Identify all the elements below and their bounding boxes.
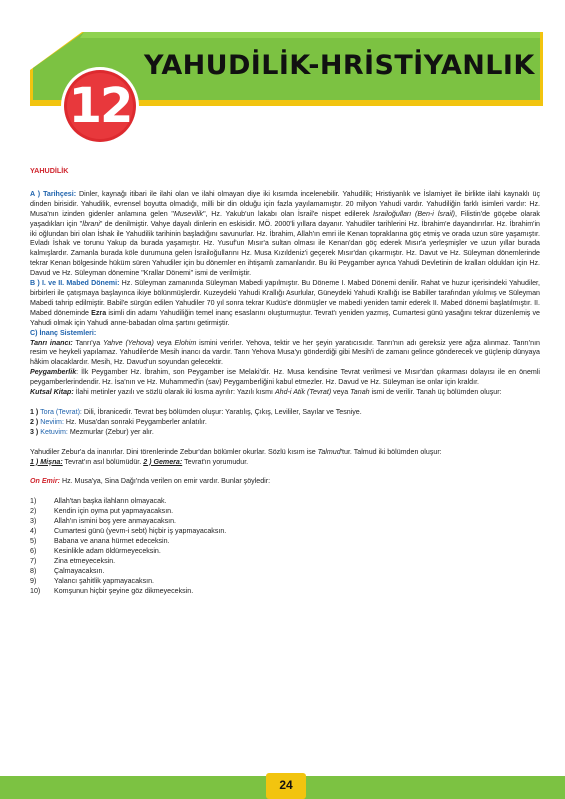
mishna-text: Tevrat'ın asıl bölümüdür. — [62, 457, 144, 466]
list-item — [30, 547, 540, 557]
list-item-text: Mezmurlar (Zebur) yer alır. — [67, 427, 154, 436]
israilogullari-term: İsrailoğulları (Ben-i İsrail) — [373, 209, 455, 218]
kutsal-kitap-text-2: veya — [331, 388, 351, 397]
ibrani-term: İbrani — [82, 219, 100, 228]
list-item — [30, 517, 540, 527]
tarihce-text-3: , Filistin'de göçebe olarak yaşadıkları için " — [30, 209, 540, 228]
on-emir-paragraph — [30, 477, 540, 487]
peygamberlik-label: Peygamberlik — [30, 368, 77, 377]
list-item-text: Zina etmeyeceksin. — [54, 556, 116, 565]
tanri-text-2: veya — [153, 338, 175, 347]
list-item-text: Kendin için oyma put yapmayacaksın. — [54, 507, 174, 516]
list-item — [30, 527, 540, 537]
elohim-term: Elohim — [174, 338, 197, 347]
list-item-number: 1) — [30, 497, 37, 506]
inanc-heading: C) İnanç Sistemleri: — [30, 328, 97, 337]
on-emir-label: On Emir: — [30, 477, 60, 486]
list-item-text: Komşunun hiçbir şeyine göz dikmeyeceksin. — [54, 586, 194, 595]
talmud-text-1: Yahudiler Zebur'a da inanırlar. Dini törenlerinde Zebur'dan bölümler okurlar. Sözlü kısım ise — [30, 447, 318, 456]
list-item — [30, 418, 540, 428]
tarihce-text-4: " de denilmiştir. Vahye dayalı dinlerin en eskisidir. MÖ. 2000'li yıllara dayanır. Yahudiler tarihlerini Hz. İbrahim'e dayandırırlar. Hz. İbrahim'in iki oğlundan biri olan İshak ile Yahudilik tarihinin başladığını savunurlar. Hz. İbrahim, Allah'ın emri ile Kenan topraklarına göç etmiş ve orada uzun süre yaşamıştır. Evladı İshak ve torunu Yakup da burada yaşamıştır. Hz. Yusuf'un Mısır'a sultan olması ile Kenan'dan göç ederek Mısır'a yerleşmişler ve uzun yıllar burada kalmışlardır. Zamanla burada köle durumuna gelen İsrailoğullarını Hz. Musa Kızıldeniz'i geçerek Mısır'dan çıkarmıştır. Hz. Davut ve Hz. Süleyman dönemlerinde tekrar Kenan bölgesinde hüküm süren Yahudiler için bu dönemler en ihtişamlı zamanlarıdır. Bu iki Peygamber ayrıca Yahudi Devletinin de kralları oldukları için Hz. Davud ve Hz. Süleyman dönemine "Krallar Dönemi" ismi de verilmiştir. — [30, 219, 540, 278]
tarihce-heading: A ) Tarihçesi: — [30, 189, 77, 198]
list-item-number: 10) — [30, 586, 41, 595]
tanri-text-3: ismini verirler. Yehova, tektir ve her şeyin yaratıcısıdır. Tanrı'nın adı gereksiz yere ağza alınmaz. Tanrı'nın resim ve heykeli yapılamaz. Yahudiler'de Mesih inancı da vardır. Tanrı Yehova Musa'yı gönderdiği gibi Mesih'i de zamanı gelince gönderecek ve güçlenip dünyaya hâkim olacaklardır. Mesih, Hz. Davud'un soyundan gelecektir. — [30, 338, 540, 367]
tarihce-paragraph — [30, 190, 540, 279]
list-item-number: 7) — [30, 556, 37, 565]
list-item-number: 9) — [30, 576, 37, 585]
tanah-parts-list — [30, 408, 540, 438]
tanah-term: Tanah — [350, 388, 370, 397]
list-item — [30, 428, 540, 438]
list-item-text: Kesinlikle adam öldürmeyeceksin. — [54, 546, 161, 555]
list-item-text: Babana ve anana hürmet edeceksin. — [54, 537, 170, 545]
mabed-text-1: Hz. Süleyman zamanında Süleyman Mabedi yapılmıştır. Bu Döneme I. Mabed Dönemi denilir. Rahat ve huzur içerisindeki Yahudiler, birbirleri ile çatışmaya başlayınca ikiye bölünmüşlerdir. Kuzeydeki Yahudi Krallığı Asurlular, Güneydeki Yahudi Krallığı ise Babiller tarafından yıkılmış ve Süleyman Mabedi tahrip edilmiştir. Babil'e sürgün edilen Yahudiler 70 yıl sonra tekrar Kudüs'e dönmüşler ve mabedi yeniden tamir ederek II. Mabed dönemi başlatılmıştır. II. Mabed döneminde — [30, 279, 540, 317]
ezra-term: Ezra — [91, 308, 107, 317]
list-item-number: 3 ) — [30, 427, 39, 436]
list-item — [30, 567, 540, 577]
list-item-text: Allah'tan başka ilahların olmayacak. — [54, 497, 167, 506]
list-item — [30, 557, 540, 567]
list-item-number: 4) — [30, 527, 37, 536]
inanc-heading-line — [30, 329, 540, 339]
kutsal-kitap-paragraph — [30, 388, 540, 398]
tarihce-text-1: Dinler, kaynağı itibari ile ilahi olan ve ilahi olmayan diye iki kısımda incelenebilir. Yahudilik; Hristiyanlık ve İslamiyet ile birlikte ilahi kaynaklı üç dinden birisidir. Yahudilik, evrensel boyutta olmadığı, milli bir din olduğu için fazla yayılamamıştır. 20 milyon Yahudi vardır. Yahudiliğin farklı isimleri vardır: Hz. Musa'nın izinden gidenler anlamına gelen " — [30, 189, 540, 218]
page-number: 24 — [279, 778, 293, 792]
section-label: YAHUDİLİK — [30, 166, 69, 175]
ketuvim-term: Ketuvim: — [40, 427, 68, 436]
tanri-text-1: Tanrı'ya — [72, 338, 103, 347]
list-item — [30, 497, 540, 507]
list-item — [30, 408, 540, 418]
talmud-paragraph — [30, 448, 540, 468]
kutsal-kitap-text-1: İlahi metinler yazılı ve sözlü olarak iki kısma ayrılır: Yazılı kısmı — [73, 388, 275, 397]
talmud-text-2: 'tur. Talmud iki bölümden oluşur: — [340, 447, 442, 456]
kutsal-kitap-label: Kutsal Kitap: — [30, 388, 74, 397]
peygamberlik-paragraph — [30, 368, 540, 388]
list-item-text: Yalancı şahitlik yapmayacaksın. — [54, 576, 155, 585]
list-item-number: 8) — [30, 566, 37, 575]
mabed-paragraph — [30, 279, 540, 329]
list-item — [30, 507, 540, 517]
tanri-inanci-label: Tanrı inancı: — [30, 338, 73, 347]
ahdi-atik-term: Ahd-i Atik (Tevrat) — [274, 388, 332, 397]
list-item-number: 2 ) — [30, 417, 39, 426]
talmud-term: Talmud — [317, 447, 341, 456]
peygamberlik-text: : İlk Peygamber Hz. İbrahim, son Peygamber ise Melaki'dir. Hz. Musa kendisine Tevrat verilmesi ve Mısır'dan çıkarması dolayısı ile en önemli peygamberlerindendir. Hz. İsa'nın ve Hz. Muhammed'in (sav) Peygamberliğini kabul etmezler. Hz. Davud ve Hz. Süleyman ise onlar için kraldır. — [30, 368, 540, 387]
mabed-text-2: isimli din adamı Yahudiliğin temel inanç esaslarını oluşturmuştur. Tevrat'ı yeniden yazmış, Cumartesi günü yasağını tekrar düzenlemiş ve Yahudi olmak için Yahudi anne-babadan olma şartını getirmiştir. — [30, 308, 540, 327]
tarihce-text-2: ", Hz. Yakub'un lakabı olan İsrail'e nispet edilerek — [203, 209, 373, 218]
mishna-term: 1 ) Mişna: — [30, 457, 63, 466]
chapter-number: 12 — [68, 78, 132, 134]
list-item-text: Çalmayacaksın. — [54, 566, 105, 575]
list-item-text: Dili, İbranicedir. Tevrat beş bölümden oluşur: Yaratılış, Çıkış, Levililer, Sayılar ve Tesniye. — [81, 407, 362, 416]
neviim-term: Neviim: — [40, 417, 64, 426]
gemera-term: 2 ) Gemera: — [143, 457, 183, 466]
list-item-number: 2) — [30, 507, 37, 516]
musevilik-term: Musevilik — [173, 209, 204, 218]
list-item-number: 5) — [30, 537, 37, 545]
article-body — [30, 166, 540, 596]
list-item-text: Hz. Musa'dan sonraki Peygamberler anlatılır. — [63, 417, 207, 426]
list-item — [30, 587, 540, 597]
list-item-number: 1 ) — [30, 407, 39, 416]
tora-term: Tora (Tevrat): — [40, 407, 82, 416]
kutsal-kitap-text-3: ismi de verilir. Tanah üç bölümden oluşur: — [369, 388, 502, 397]
list-item-number: 6) — [30, 546, 37, 555]
chapter-title: YAHUDİLİK-HRİSTİYANLIK — [144, 50, 535, 81]
commandments-list — [30, 497, 540, 596]
list-item-text: Cumartesi günü (yevm-i sebt) hiçbir iş yapmayacaksın. — [54, 527, 227, 536]
list-item — [30, 537, 540, 547]
list-item-number: 3) — [30, 517, 37, 526]
yahve-term: Yahve (Yehova) — [103, 338, 154, 347]
tanri-paragraph — [30, 339, 540, 369]
on-emir-intro: Hz. Musa'ya, Sina Dağı'nda verilen on emir vardır. Bunlar şöyledir: — [59, 477, 271, 486]
list-item — [30, 577, 540, 587]
gemera-text: Tevrat'ın yorumudur. — [182, 457, 249, 466]
mabed-heading: B ) I. ve II. Mabed Dönemi: — [30, 279, 120, 288]
list-item-text: Allah'ın ismini boş yere anmayacaksın. — [54, 517, 177, 526]
